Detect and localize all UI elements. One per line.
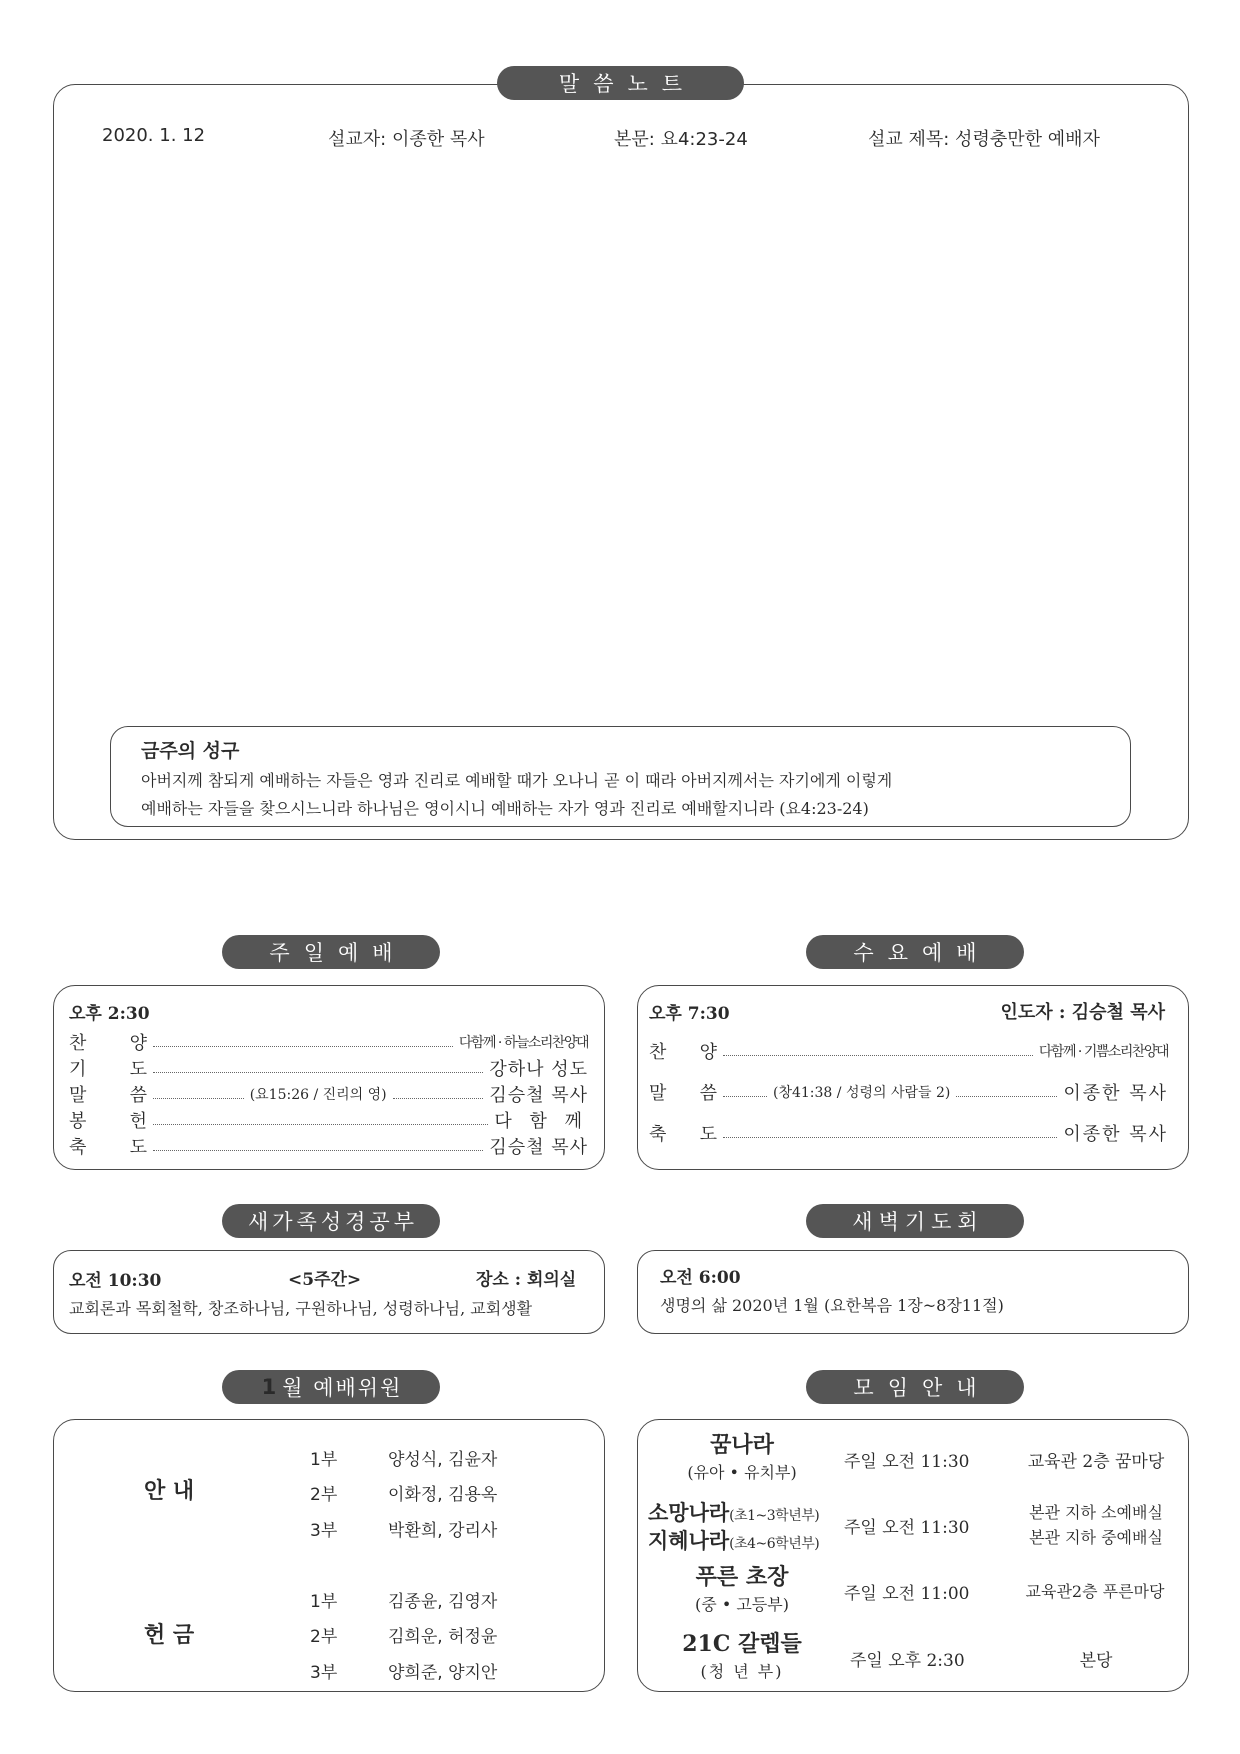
sermon-title: 설교 제목: 성령충만한 예배자 xyxy=(868,129,1100,150)
family-study-place: 장소 : 회의실 xyxy=(476,1270,577,1290)
sunday-row-benediction: 축 도 김승철 목사 xyxy=(69,1137,588,1158)
offering-names-2: 김희운, 허정윤 xyxy=(388,1627,498,1647)
sunday-time: 오후 2:30 xyxy=(69,1004,150,1024)
sunday-row-prayer: 기 도 강하나 성도 xyxy=(69,1059,588,1080)
offering-part-3: 3부 xyxy=(310,1663,338,1683)
meeting-4-time: 주일 오후 2:30 xyxy=(850,1651,965,1671)
meetings-title: 모임안내 xyxy=(806,1370,1024,1404)
committee-guide-label: 안 내 xyxy=(144,1478,195,1504)
wednesday-time: 오후 7:30 xyxy=(649,1004,730,1024)
guide-names-3: 박환희, 강리사 xyxy=(388,1521,498,1541)
meeting-4-name: 21C 갈렙들 xyxy=(682,1631,802,1657)
family-study-title: 새가족성경공부 xyxy=(222,1204,440,1238)
sermon-date: 2020. 1. 12 xyxy=(102,125,206,146)
meeting-2-name-a: 소망나라(초1~3학년부) xyxy=(648,1500,820,1525)
committee-title-number: 1 xyxy=(261,1375,279,1399)
committee-title-text: 월 예배위원 xyxy=(282,1376,403,1400)
family-study-time: 오전 10:30 xyxy=(69,1271,162,1291)
wednesday-worship-title: 수요예배 xyxy=(806,935,1024,969)
guide-names-1: 양성식, 김윤자 xyxy=(388,1450,498,1470)
sermon-preacher: 설교자: 이종한 목사 xyxy=(328,129,485,150)
offering-part-2: 2부 xyxy=(310,1627,338,1647)
dawn-prayer-time: 오전 6:00 xyxy=(660,1268,741,1288)
family-study-box xyxy=(53,1250,605,1334)
meeting-3-time: 주일 오전 11:00 xyxy=(844,1584,970,1604)
family-study-topics: 교회론과 목회철학, 창조하나님, 구원하나님, 성령하나님, 교회생활 xyxy=(69,1299,533,1318)
guide-part-1: 1부 xyxy=(310,1450,338,1470)
committee-title xyxy=(222,1370,440,1404)
meeting-2-sub-b: (초4~6학년부) xyxy=(729,1536,820,1552)
meeting-3-sub: (중 • 고등부) xyxy=(695,1595,789,1614)
wednesday-row-benediction: 축 도 이종한 목사 xyxy=(649,1124,1168,1145)
meeting-2-name-b: 지혜나라(초4~6학년부) xyxy=(648,1528,820,1553)
guide-names-2: 이화정, 김용옥 xyxy=(388,1485,498,1505)
sermon-passage: 본문: 요4:23-24 xyxy=(614,129,748,150)
wednesday-leader: 인도자 : 김승철 목사 xyxy=(1000,1002,1165,1023)
meeting-1-place: 교육관 2층 꿈마당 xyxy=(1027,1452,1165,1472)
meeting-1-time: 주일 오전 11:30 xyxy=(844,1452,970,1472)
sunday-row-sermon: 말 씀 (요15:26 / 진리의 영) 김승철 목사 xyxy=(69,1085,589,1106)
guide-part-2: 2부 xyxy=(310,1485,338,1505)
weekly-verse-line1: 아버지께 참되게 예배하는 자들은 영과 진리로 예배할 때가 오나니 곧 이 때라 아버지께서는 자기에게 이렇게 xyxy=(141,771,893,790)
meeting-4-place: 본당 xyxy=(1079,1651,1113,1671)
meeting-2-time: 주일 오전 11:30 xyxy=(844,1518,970,1538)
sunday-row-offering: 봉 헌 다 함 께 xyxy=(69,1111,588,1132)
meeting-3-name: 푸른 초장 xyxy=(695,1564,789,1590)
weekly-verse-line2: 예배하는 자들을 찾으시느니라 하나님은 영이시니 예배하는 자가 영과 진리로 예배할지니라 (요4:23-24) xyxy=(141,799,869,818)
weekly-verse-heading: 금주의 성구 xyxy=(141,740,240,762)
sunday-worship-title: 주일예배 xyxy=(222,935,440,969)
meeting-3-place: 교육관2층 푸른마당 xyxy=(1025,1582,1165,1601)
sunday-row-praise: 찬 양 다함께 · 하늘소리찬양대 xyxy=(69,1033,588,1054)
meeting-1-sub: (유아 • 유치부) xyxy=(687,1463,797,1482)
sermon-note-title: 말씀노트 xyxy=(497,66,744,100)
dawn-prayer-title: 새벽기도회 xyxy=(806,1204,1024,1238)
meeting-1-name: 꿈나라 xyxy=(710,1432,774,1458)
dawn-prayer-text: 생명의 삶 2020년 1월 (요한복음 1장~8장11절) xyxy=(660,1296,1004,1315)
meeting-2-place-a: 본관 지하 소예배실 xyxy=(1029,1503,1163,1522)
meeting-2-sub-a: (초1~3학년부) xyxy=(729,1508,820,1524)
wednesday-row-sermon: 말 씀 (창41:38 / 성령의 사람들 2) 이종한 목사 xyxy=(649,1083,1168,1104)
offering-names-3: 양희준, 양지안 xyxy=(388,1663,498,1683)
committee-offering-label: 헌 금 xyxy=(144,1622,195,1648)
offering-names-1: 김종윤, 김영자 xyxy=(388,1592,498,1612)
family-study-duration: <5주간> xyxy=(288,1270,362,1290)
meeting-2-place-b: 본관 지하 중예배실 xyxy=(1029,1528,1163,1547)
wednesday-row-praise: 찬 양 다함께 · 기쁨소리찬양대 xyxy=(649,1042,1168,1063)
meeting-4-sub: (청 년 부) xyxy=(700,1662,784,1681)
offering-part-1: 1부 xyxy=(310,1592,338,1612)
guide-part-3: 3부 xyxy=(310,1521,338,1541)
